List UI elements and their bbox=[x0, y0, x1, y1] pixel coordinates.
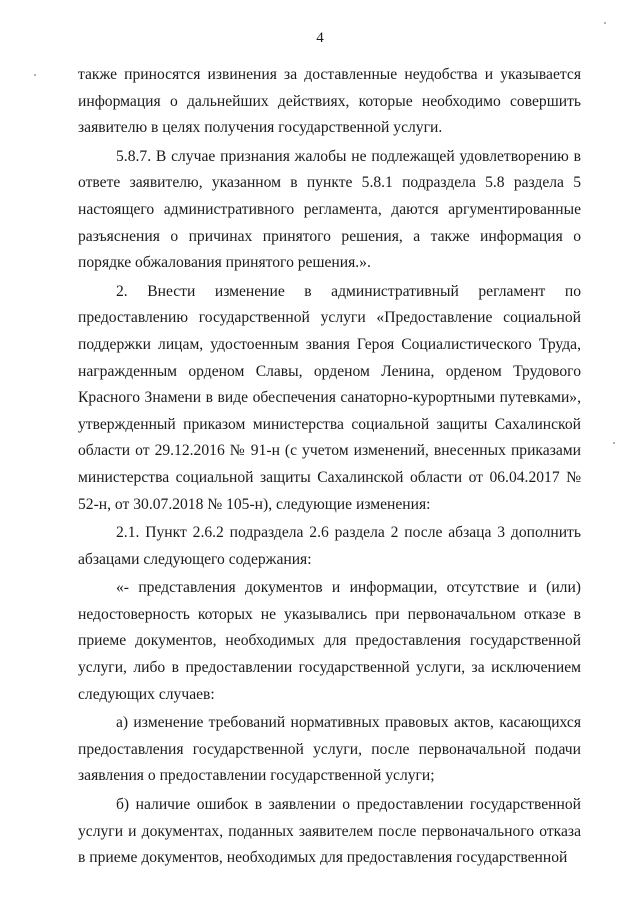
paragraph-item-2: 2. Внести изменение в административный регламент по предоставлению государственной услуги «Предоставление социальной поддержки лицам, удостоенным звания Героя Социалистического Труда, награжденным орденом Славы, орденом Ленина, орденом Трудового Красного Знамени в виде обеспечения санаторно-курортными путевками», утвержденный приказом министерства социальной защиты Сахалинской области от 29.12.2016 № 91-н (с учетом изменений, внесенных приказами министерства социальной защиты Сахалинской области от 06.04.2017 № 52-н, от 30.07.2018 № 105-н), следующие изменения: bbox=[78, 282, 581, 513]
paragraph-quoted-start: «- представления документов и информации, отсутствие и (или) недостоверность которых не указывались при первоначальном отказе в приеме документов, необходимых для предоставления государственной услуги, либо в предоставлении государственной услуги, за исключением следующих случаев: bbox=[78, 579, 581, 703]
paragraph-subitem-b: б) наличие ошибок в заявлении о предоставлении государственной услуги и документах, поданных заявителем после первоначального отказа в приеме документов, необходимых для предоставления государственной bbox=[78, 796, 581, 867]
page-number: 4 bbox=[316, 30, 324, 46]
paragraph-subitem-a: а) изменение требований нормативных правовых актов, касающихся предоставления государственной услуги, после первоначальной подачи заявления о предоставлении государственной услуги; bbox=[78, 714, 581, 785]
document-body bbox=[78, 62, 581, 874]
paragraph-item-2-1: 2.1. Пункт 2.6.2 подраздела 2.6 раздела 2 после абзаца 3 дополнить абзацами следующего содержания: bbox=[78, 524, 581, 568]
scan-speck-right bbox=[613, 442, 615, 444]
paragraph-continuation: также приносятся извинения за доставленные неудобства и указывается информация о дальнейших действиях, которые необходимо совершить заявителю в целях получения государственной услуги. bbox=[78, 66, 581, 137]
paragraph-5-8-7: 5.8.7. В случае признания жалобы не подлежащей удовлетворению в ответе заявителю, указанном в пункте 5.8.1 подраздела 5.8 раздела 5 настоящего административного регламента, даются аргументированные разъяснения о причинах принятого решения, а также информация о порядке обжалования принятого решения.». bbox=[78, 147, 581, 272]
scan-speck-left bbox=[34, 74, 36, 76]
scan-speck-top-right bbox=[604, 22, 606, 24]
